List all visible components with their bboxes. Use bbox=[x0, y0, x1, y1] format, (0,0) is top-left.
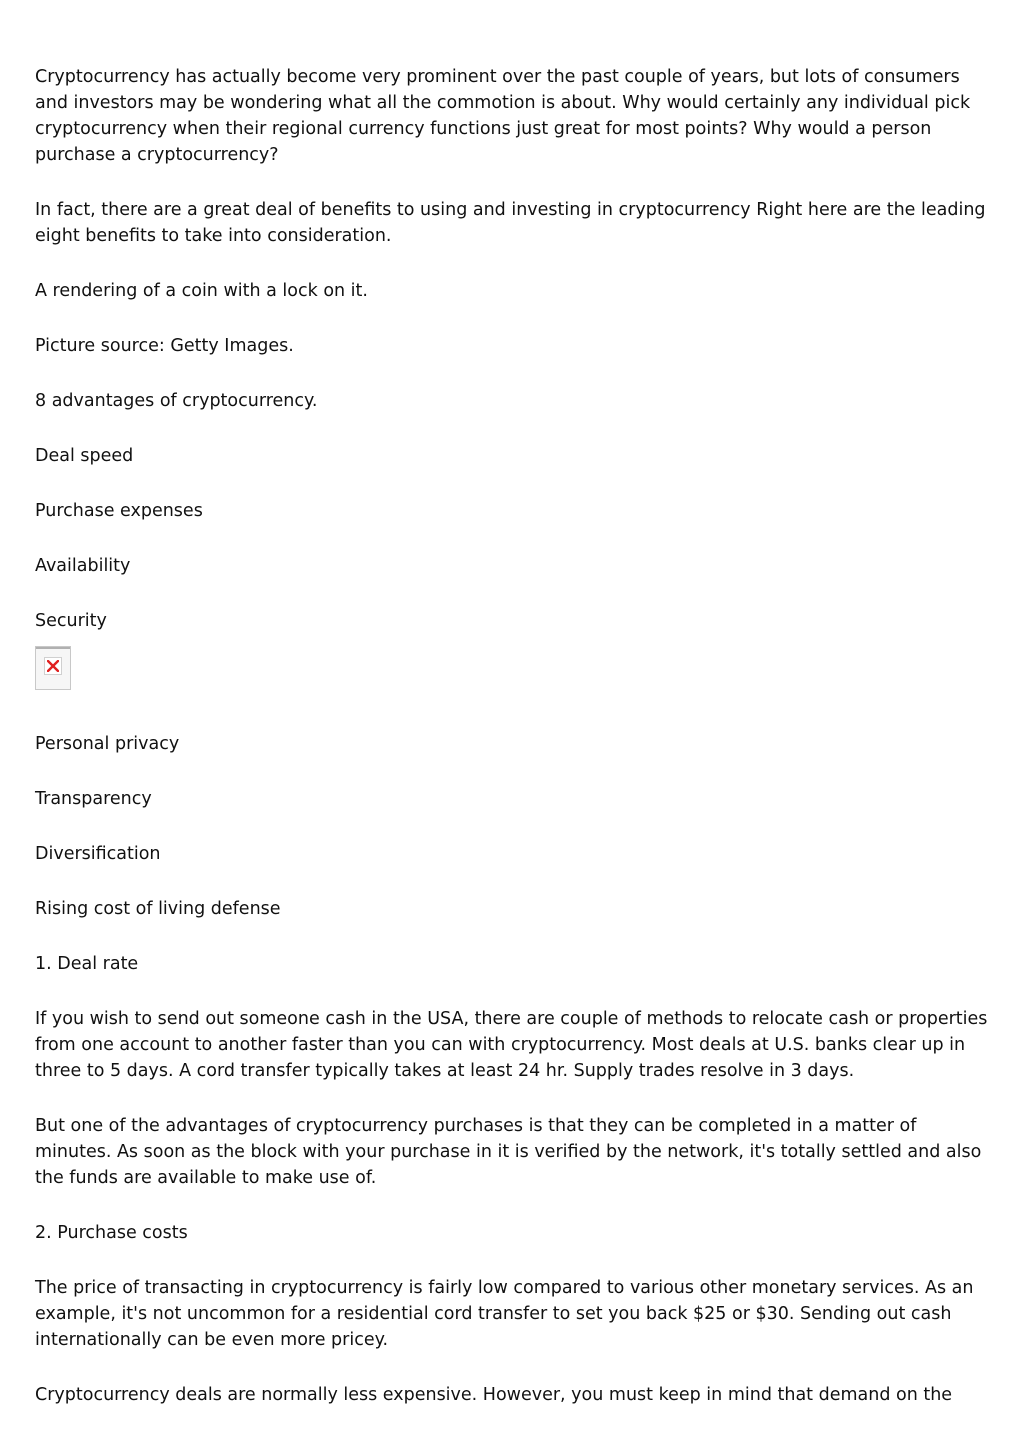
close-icon bbox=[47, 660, 59, 672]
body-paragraph: If you wish to send out someone cash in the USA, there are couple of methods to relocate cash or properties from one account to another faster than you can with cryptocurrency. Most deals at U.S. banks clear up in three to 5 days. A cord transfer typically takes at least 24 hr. Supply trades resolve in 3 days. bbox=[35, 1009, 988, 1081]
body-paragraph: Cryptocurrency deals are normally less expensive. However, you must keep in mind that demand on the bbox=[35, 1385, 953, 1405]
benefits-intro-paragraph: In fact, there are a great deal of benefits to using and investing in cryptocurrency Right here are the leading eight benefits to take into consideration. bbox=[35, 200, 986, 246]
list-item: Purchase expenses bbox=[35, 501, 203, 521]
list-item: Security bbox=[35, 611, 107, 631]
list-item: Deal speed bbox=[35, 446, 134, 466]
list-item: Diversification bbox=[35, 844, 161, 864]
broken-image-icon bbox=[35, 646, 71, 690]
image-alt-text: A rendering of a coin with a lock on it. bbox=[35, 281, 368, 301]
section-heading: 1. Deal rate bbox=[35, 954, 139, 974]
section-heading: 2. Purchase costs bbox=[35, 1223, 188, 1243]
list-item: Transparency bbox=[35, 789, 152, 809]
intro-paragraph: Cryptocurrency has actually become very prominent over the past couple of years, but lots of consumers and investors may be wondering what all the commotion is about. Why would certainly any individual pick cryptocurrency when their regional currency functions just great for most points? Why would a person purchase a cryptocurrency? bbox=[35, 67, 971, 165]
list-item: Personal privacy bbox=[35, 734, 180, 754]
broken-image-frame bbox=[44, 657, 62, 675]
document-page bbox=[35, 64, 995, 1437]
body-paragraph: But one of the advantages of cryptocurrency purchases is that they can be completed in a matter of minutes. As soon as the block with your purchase in it is verified by the network, it's totally settled and also the funds are available to make use of. bbox=[35, 1116, 982, 1188]
list-heading: 8 advantages of cryptocurrency. bbox=[35, 391, 318, 411]
body-paragraph: The price of transacting in cryptocurrency is fairly low compared to various other monetary services. As an example, it's not uncommon for a residential cord transfer to set you back $25 or $30. Sending out cash internationally can be even more pricey. bbox=[35, 1278, 974, 1350]
list-item: Rising cost of living defense bbox=[35, 899, 281, 919]
image-source: Picture source: Getty Images. bbox=[35, 336, 294, 356]
list-item: Availability bbox=[35, 556, 131, 576]
